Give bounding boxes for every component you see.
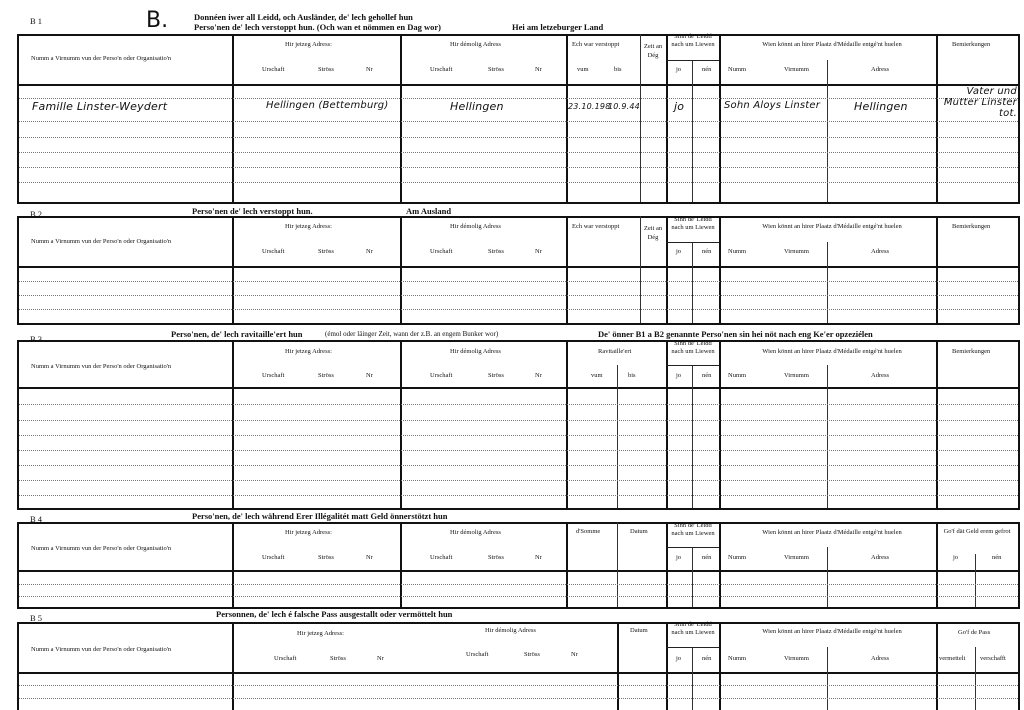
col-first-name: Virnumm [784,248,809,255]
col-previous-address: Hir démolig Adress [485,627,536,634]
col-medal-recipient: Wien könnt an hirer Plaatz d'Médaille entgé'nt huelen [762,41,902,48]
section-b2 [0,205,1024,325]
col-address: Adress [871,554,890,561]
entry-from-date: 23.10.198 [568,102,611,111]
col-street: Ströss [318,554,334,561]
col-from: vum [577,66,589,73]
col-town: Urschaft [262,248,285,255]
section-title: Personnen, de' lech é falsche Pass ausgestallt oder vermöttelt hun [216,609,453,619]
entry-name: Famille Linster-Weydert [32,100,168,113]
col-no: nén [702,655,712,662]
col-procured: verschafft [980,655,1006,662]
col-street: Ströss [330,655,346,662]
entry-alive-yes: jo [674,100,685,113]
col-number: Nr [366,372,373,379]
section-code: B 3 [30,334,43,344]
col-to: bis [628,372,636,379]
section-b5 [0,608,1024,710]
col-current-address: Hir jetzeg Adress: [285,529,332,536]
section-title-line1: Donnéen iwer all Leidd, och Ausländer, de' lech gehollef hun [194,12,413,22]
col-name-header: Numm a Virnumm vun der Perso'n oder Organisatio'n [31,238,172,245]
section-title: Perso'nen, de' lech ravitaille'ert hun [171,329,303,339]
section-code: B 1 [30,16,43,26]
col-current-address: Hir jetzeg Adress: [285,348,332,355]
col-number: Nr [366,248,373,255]
col-alive: Sinn de' Leidd nach um Liewen [671,216,715,231]
col-yes: jo [676,248,682,255]
col-address: Adress [871,655,890,662]
col-last-name: Numm [728,66,747,73]
col-passport: Go'f de Pass [958,629,991,636]
col-days: Zeit an Dég [643,225,663,241]
col-town: Urschaft [430,66,453,73]
col-town: Urschaft [430,554,453,561]
col-medal-recipient: Wien könnt an hirer Plaatz d'Médaille entgé'nt huelen [762,628,902,635]
entry-current-town: Hellingen (Bettemburg) [266,100,389,111]
col-date: Datum [630,528,648,535]
col-no: nén [992,554,1002,561]
section-land: Am Ausland [406,206,452,216]
section-code: B 2 [30,209,43,219]
col-current-address: Hir jetzeg Adress: [297,630,344,637]
col-street: Ströss [488,248,504,255]
col-town: Urschaft [274,655,297,662]
col-date: Datum [630,627,648,634]
col-street: Ströss [318,372,334,379]
col-last-name: Numm [728,554,747,561]
col-number: Nr [571,651,578,658]
col-last-name: Numm [728,372,747,379]
col-last-name: Numm [728,655,747,662]
entry-medal-address: Hellingen [854,100,908,113]
col-name-header: Numm a Virnumm vun der Perso'n oder Organisatio'n [31,545,172,552]
section-title: Perso'nen de' lech verstoppt hun. [192,206,313,216]
col-previous-address: Hir démolig Adress [450,348,501,355]
col-street: Ströss [488,554,504,561]
col-no: nén [702,248,712,255]
col-remarks: Bemierkungen [952,223,991,230]
section-b4 [0,510,1024,610]
col-previous-address: Hir démolig Adress [450,41,501,48]
col-street: Ströss [488,372,504,379]
col-previous-address: Hir démolig Adress [450,223,501,230]
col-first-name: Virnumm [784,66,809,73]
col-alive: Sinn de' Leidd nach um Liewen [671,340,715,355]
col-street: Ströss [524,651,540,658]
section-code: B 5 [30,613,43,623]
col-alive: Sinn de' Leidd nach um Liewen [671,522,715,537]
col-medal-recipient: Wien könnt an hirer Plaatz d'Médaille entgé'nt huelen [762,348,902,355]
col-no: nén [702,66,712,73]
col-number: Nr [377,655,384,662]
col-to: bis [614,66,622,73]
col-remarks: Bemierkungen [952,348,991,355]
col-yes: jo [953,554,959,561]
section-land: Hei am letzeburger Land [512,22,604,32]
col-town: Urschaft [262,372,285,379]
section-title: Perso'nen, de' lech während Erer Illégalitét matt Geld önnerstötzt hun [192,511,448,521]
section-code: B 4 [30,514,43,524]
section-note-2: De' önner B1 a B2 genannte Perso'nen sin hei nöt nach eng Ke'er opzeziélen [598,329,873,339]
col-yes: jo [676,372,682,379]
col-first-name: Virnumm [784,554,809,561]
col-name-header: Numm a Virnumm vun der Perso'n oder Organisatio'n [31,55,172,62]
col-address: Adress [871,66,890,73]
col-yes: jo [676,554,682,561]
col-sum: d'Somme [576,528,601,535]
section-title-line2: Perso'nen de' lech verstoppt hun. (Och wan et nömmen en Dag wor) [194,22,441,32]
col-medal-recipient: Wien könnt an hirer Plaatz d'Médaille entgé'nt huelen [762,223,902,230]
col-supplied: Ravitaille'ert [598,348,632,355]
col-number: Nr [366,66,373,73]
col-town: Urschaft [262,554,285,561]
section-note: (émol oder läinger Zeit, wann der z.B. an engem Bunker wor) [325,330,499,338]
col-number: Nr [535,554,542,561]
col-no: nén [702,372,712,379]
col-previous-address: Hir démolig Adress [450,529,501,536]
col-first-name: Virnumm [784,655,809,662]
section-b1 [0,0,1024,205]
col-yes: jo [676,655,682,662]
col-number: Nr [535,372,542,379]
entry-to-date: 10.9.44 [608,102,640,111]
col-current-address: Hir jetzeg Adress: [285,41,332,48]
col-alive: Sinn de' Leidd nach um Liewen [671,621,715,636]
col-number: Nr [535,66,542,73]
col-remarks: Bemierkungen [952,41,991,48]
col-money-reclaimed: Go'f dät Geld erem gefrot [943,528,1011,535]
col-from: vum [591,372,603,379]
col-street: Ströss [318,66,334,73]
col-address: Adress [871,248,890,255]
col-medal-recipient: Wien könnt an hirer Plaatz d'Médaille entgé'nt huelen [762,529,902,536]
col-address: Adress [871,372,890,379]
col-hidden: Ech war verstoppt [572,223,620,230]
col-hidden: Ech war verstoppt [572,41,620,48]
section-letter: B. [146,8,169,33]
col-town: Urschaft [262,66,285,73]
entry-remark: Vater und Mutter Linster tot. [943,86,1017,119]
col-street: Ströss [318,248,334,255]
col-name-header: Numm a Virnumm vun der Perso'n oder Organisatio'n [31,646,172,653]
col-mediated: vermettelt [939,655,966,662]
col-town: Urschaft [430,248,453,255]
col-first-name: Virnumm [784,372,809,379]
col-name-header: Numm a Virnumm vun der Perso'n oder Organisatio'n [31,363,172,370]
col-last-name: Numm [728,248,747,255]
entry-medal-name: Sohn Aloys Linster [724,100,821,111]
entry-previous-town: Hellingen [450,100,504,113]
col-current-address: Hir jetzeg Adress: [285,223,332,230]
col-number: Nr [535,248,542,255]
col-days: Zeit an Dég [643,43,663,59]
col-yes: jo [676,66,682,73]
col-alive: Sinn de' Leidd nach um Liewen [671,33,715,48]
section-b3 [0,325,1024,510]
col-no: nén [702,554,712,561]
col-town: Urschaft [430,372,453,379]
col-street: Ströss [488,66,504,73]
col-number: Nr [366,554,373,561]
col-town: Urschaft [466,651,489,658]
